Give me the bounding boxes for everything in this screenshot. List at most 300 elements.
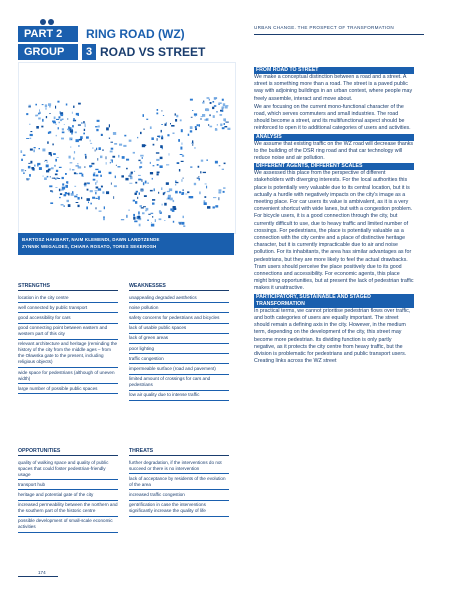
building-footprint bbox=[90, 140, 91, 142]
building-footprint bbox=[143, 114, 145, 117]
building-footprint bbox=[192, 140, 193, 143]
building-footprint bbox=[224, 126, 227, 127]
building-footprint bbox=[62, 132, 65, 134]
building-footprint bbox=[96, 129, 98, 131]
building-footprint bbox=[179, 222, 180, 224]
swot-item: lack of green areas bbox=[129, 334, 229, 344]
building-footprint bbox=[159, 136, 161, 138]
building-footprint bbox=[224, 163, 226, 165]
building-footprint bbox=[72, 125, 74, 127]
building-footprint bbox=[34, 165, 35, 167]
building-footprint bbox=[138, 215, 140, 216]
building-footprint bbox=[111, 160, 113, 161]
building-footprint bbox=[129, 210, 130, 211]
building-footprint bbox=[72, 112, 73, 114]
building-footprint bbox=[63, 206, 65, 207]
building-footprint bbox=[148, 214, 150, 215]
building-footprint bbox=[95, 175, 98, 177]
building-footprint bbox=[26, 138, 29, 139]
building-footprint bbox=[44, 177, 47, 180]
building-footprint bbox=[115, 176, 116, 179]
building-footprint bbox=[49, 131, 51, 133]
building-footprint bbox=[183, 226, 185, 227]
swot-weaknesses bbox=[129, 283, 229, 401]
building-footprint bbox=[60, 114, 63, 116]
building-footprint bbox=[98, 171, 101, 173]
building-footprint bbox=[207, 98, 210, 99]
building-footprint bbox=[213, 115, 215, 118]
building-footprint bbox=[152, 199, 155, 201]
building-footprint bbox=[219, 189, 222, 191]
building-footprint bbox=[189, 196, 192, 198]
building-footprint bbox=[146, 119, 148, 120]
building-footprint bbox=[110, 151, 113, 153]
building-footprint bbox=[82, 174, 84, 177]
building-footprint bbox=[68, 204, 71, 207]
building-footprint bbox=[226, 122, 229, 123]
building-footprint bbox=[74, 196, 77, 198]
building-footprint bbox=[37, 115, 38, 117]
swot-item: large number of possible public spaces bbox=[18, 384, 118, 394]
body-text-column bbox=[254, 66, 414, 366]
building-footprint bbox=[150, 190, 153, 192]
building-footprint bbox=[60, 119, 62, 121]
building-footprint bbox=[141, 190, 144, 191]
building-footprint bbox=[74, 151, 75, 153]
building-footprint bbox=[197, 124, 199, 126]
building-footprint bbox=[102, 191, 104, 193]
building-footprint bbox=[87, 189, 89, 191]
building-footprint bbox=[64, 195, 67, 197]
building-footprint bbox=[157, 173, 159, 175]
building-footprint bbox=[56, 170, 58, 172]
group-label: GROUP bbox=[18, 44, 78, 60]
building-footprint bbox=[207, 206, 210, 209]
building-footprint bbox=[71, 132, 72, 134]
building-footprint bbox=[171, 125, 174, 127]
building-footprint bbox=[98, 197, 100, 200]
building-footprint bbox=[59, 167, 62, 168]
building-footprint bbox=[76, 139, 79, 142]
building-footprint bbox=[195, 128, 197, 130]
building-footprint bbox=[176, 115, 178, 118]
building-footprint bbox=[142, 179, 143, 182]
building-footprint bbox=[84, 183, 86, 185]
building-footprint bbox=[181, 179, 182, 182]
swot-strengths bbox=[18, 283, 118, 394]
building-footprint bbox=[222, 127, 225, 129]
building-footprint bbox=[151, 224, 154, 227]
building-footprint bbox=[45, 104, 47, 107]
building-footprint bbox=[153, 144, 155, 146]
building-footprint bbox=[101, 135, 103, 136]
building-footprint bbox=[111, 183, 112, 185]
building-footprint bbox=[125, 178, 128, 181]
building-footprint bbox=[209, 99, 210, 101]
building-footprint bbox=[21, 159, 23, 161]
building-footprint bbox=[180, 147, 182, 150]
building-footprint bbox=[181, 129, 183, 132]
building-footprint bbox=[216, 111, 218, 112]
building-footprint bbox=[151, 137, 154, 140]
building-footprint bbox=[162, 136, 163, 138]
building-footprint bbox=[66, 104, 68, 106]
building-footprint bbox=[131, 172, 133, 174]
swot-item: well connected by public transport bbox=[18, 303, 118, 313]
building-footprint bbox=[134, 221, 137, 223]
building-footprint bbox=[133, 214, 135, 217]
building-footprint bbox=[126, 168, 128, 170]
building-footprint bbox=[60, 193, 62, 195]
building-footprint bbox=[33, 170, 35, 171]
building-footprint bbox=[76, 194, 78, 195]
building-footprint bbox=[137, 197, 138, 199]
building-footprint bbox=[55, 106, 56, 109]
building-footprint bbox=[190, 167, 192, 168]
swot-item: increased traffic congestion bbox=[129, 490, 229, 500]
building-footprint bbox=[43, 176, 44, 177]
building-footprint bbox=[128, 176, 131, 177]
building-footprint bbox=[72, 191, 73, 193]
swot-item: good connecting point between eastern and western part of this city bbox=[18, 324, 118, 340]
building-footprint bbox=[106, 162, 107, 165]
building-footprint bbox=[201, 160, 203, 162]
building-footprint bbox=[56, 119, 59, 120]
building-footprint bbox=[147, 220, 149, 222]
building-footprint bbox=[175, 119, 177, 122]
building-footprint bbox=[183, 192, 184, 194]
building-footprint bbox=[55, 124, 57, 125]
building-footprint bbox=[74, 172, 76, 174]
building-footprint bbox=[81, 122, 83, 124]
building-footprint bbox=[96, 148, 97, 151]
building-footprint bbox=[223, 103, 225, 106]
building-footprint bbox=[203, 101, 204, 102]
section-heading: DIFFERENT AGENTS, DIFFERENT SCALES bbox=[254, 163, 414, 170]
building-footprint bbox=[88, 202, 89, 204]
building-footprint bbox=[167, 198, 168, 199]
building-footprint bbox=[170, 123, 171, 124]
building-footprint bbox=[59, 122, 60, 124]
building-footprint bbox=[104, 206, 105, 209]
building-footprint bbox=[151, 222, 152, 223]
building-footprint bbox=[51, 167, 54, 169]
building-footprint bbox=[159, 218, 162, 220]
building-footprint bbox=[139, 224, 141, 227]
building-footprint bbox=[209, 114, 210, 116]
building-footprint bbox=[175, 184, 176, 185]
building-footprint bbox=[183, 216, 185, 218]
building-footprint bbox=[39, 148, 41, 149]
swot-item: wide space for pedestrians (although of uneven width) bbox=[18, 368, 118, 384]
building-footprint bbox=[142, 157, 143, 158]
running-head: URBAN CHANGE. THE PROSPECT OF TRANSFORMATION bbox=[254, 25, 394, 30]
building-footprint bbox=[65, 192, 67, 194]
building-footprint bbox=[219, 197, 220, 200]
building-footprint bbox=[111, 142, 114, 143]
building-footprint bbox=[57, 101, 59, 103]
building-footprint bbox=[227, 128, 230, 130]
building-footprint bbox=[190, 130, 192, 132]
building-footprint bbox=[192, 144, 193, 146]
swot-item: lack of usable public spaces bbox=[129, 324, 229, 334]
building-footprint bbox=[169, 188, 172, 191]
building-footprint bbox=[106, 127, 109, 130]
building-footprint bbox=[80, 136, 83, 139]
building-footprint bbox=[35, 104, 37, 106]
building-footprint bbox=[73, 118, 74, 121]
building-footprint bbox=[55, 178, 57, 179]
building-footprint bbox=[59, 116, 61, 118]
building-footprint bbox=[118, 155, 120, 158]
building-footprint bbox=[93, 174, 95, 177]
building-footprint bbox=[52, 178, 55, 179]
building-footprint bbox=[198, 176, 199, 177]
building-footprint bbox=[70, 168, 71, 170]
building-footprint bbox=[68, 193, 70, 196]
building-footprint bbox=[142, 212, 145, 214]
building-footprint bbox=[203, 172, 206, 173]
building-footprint bbox=[23, 155, 26, 156]
building-footprint bbox=[109, 138, 110, 139]
building-footprint bbox=[30, 149, 33, 151]
swot-item: location in the city centre bbox=[18, 293, 118, 303]
building-footprint bbox=[154, 188, 155, 191]
building-footprint bbox=[48, 103, 51, 106]
building-footprint bbox=[198, 166, 200, 168]
building-footprint bbox=[157, 172, 160, 174]
city-fabric-map bbox=[19, 63, 235, 233]
swot-item: gentrification in case the interventions significantly increase the quality of life bbox=[129, 501, 229, 517]
building-footprint bbox=[205, 184, 207, 185]
building-footprint bbox=[206, 186, 207, 189]
building-footprint bbox=[222, 109, 224, 112]
group-title: ROAD VS STREET bbox=[100, 45, 206, 59]
building-footprint bbox=[28, 163, 30, 164]
building-footprint bbox=[157, 164, 159, 166]
building-footprint bbox=[214, 105, 216, 107]
building-footprint bbox=[177, 163, 179, 164]
building-footprint bbox=[187, 191, 189, 193]
building-footprint bbox=[197, 178, 199, 179]
building-footprint bbox=[214, 97, 217, 98]
building-footprint bbox=[48, 168, 51, 169]
building-footprint bbox=[86, 207, 88, 210]
building-footprint bbox=[54, 165, 55, 167]
building-footprint bbox=[168, 215, 170, 218]
building-footprint bbox=[192, 110, 193, 111]
building-footprint bbox=[100, 156, 102, 159]
paragraph: We are focusing on the current mono-functional character of the road, which serves commuters and small industries. The road should become a street, and its multifunctional aspect should be reinforced to open it to additional categories of users and activities. bbox=[254, 103, 411, 132]
building-footprint bbox=[103, 218, 105, 221]
building-footprint bbox=[157, 109, 159, 111]
building-footprint bbox=[123, 145, 126, 147]
building-footprint bbox=[73, 158, 75, 160]
building-footprint bbox=[173, 200, 175, 202]
building-footprint bbox=[95, 150, 96, 152]
building-footprint bbox=[85, 154, 87, 156]
building-footprint bbox=[116, 165, 117, 166]
building-footprint bbox=[195, 126, 197, 128]
building-footprint bbox=[52, 144, 53, 146]
building-footprint bbox=[191, 117, 193, 118]
building-footprint bbox=[217, 124, 218, 125]
building-footprint bbox=[84, 129, 85, 131]
building-footprint bbox=[101, 186, 103, 188]
building-footprint bbox=[143, 129, 144, 130]
building-footprint bbox=[87, 198, 90, 201]
building-footprint bbox=[95, 169, 98, 170]
building-footprint bbox=[210, 126, 213, 128]
building-footprint bbox=[121, 175, 124, 177]
building-footprint bbox=[194, 183, 196, 185]
building-footprint bbox=[155, 219, 156, 222]
swot-heading: WEAKNESSES bbox=[129, 283, 229, 291]
building-footprint bbox=[162, 204, 163, 206]
building-footprint bbox=[144, 145, 146, 146]
building-footprint bbox=[145, 210, 147, 211]
building-footprint bbox=[69, 156, 71, 159]
swot-item: transport hub bbox=[18, 480, 118, 490]
city-map-image bbox=[18, 62, 236, 234]
building-footprint bbox=[190, 126, 193, 129]
building-footprint bbox=[156, 159, 159, 161]
building-footprint bbox=[33, 150, 35, 153]
building-footprint bbox=[204, 202, 207, 205]
building-footprint bbox=[163, 115, 164, 116]
building-footprint bbox=[112, 156, 115, 158]
building-footprint bbox=[165, 192, 166, 194]
building-footprint bbox=[45, 108, 46, 110]
building-footprint bbox=[98, 188, 101, 190]
swot-item: noise pollution bbox=[129, 303, 229, 313]
building-footprint bbox=[30, 131, 32, 132]
building-footprint bbox=[112, 160, 113, 162]
building-footprint bbox=[113, 196, 114, 199]
building-footprint bbox=[175, 182, 178, 183]
building-footprint bbox=[138, 211, 140, 214]
building-footprint bbox=[170, 198, 173, 201]
swot-threats bbox=[129, 448, 229, 517]
building-footprint bbox=[141, 207, 144, 208]
building-footprint bbox=[93, 148, 94, 149]
building-footprint bbox=[140, 162, 142, 164]
building-footprint bbox=[50, 176, 51, 177]
building-footprint bbox=[73, 106, 74, 108]
swot-item: possible development of small-scale economic activities bbox=[18, 517, 118, 533]
section-heading: PARTICIPATORY, SUSTAINABLE AND STAGED TRANSFORMATION bbox=[254, 294, 414, 308]
building-footprint bbox=[137, 216, 138, 219]
building-footprint bbox=[61, 204, 64, 206]
building-footprint bbox=[84, 167, 86, 168]
building-footprint bbox=[42, 149, 45, 152]
part-row bbox=[18, 26, 233, 42]
building-footprint bbox=[220, 124, 222, 127]
building-footprint bbox=[49, 152, 52, 155]
building-footprint bbox=[183, 178, 184, 179]
building-footprint bbox=[158, 192, 159, 194]
building-footprint bbox=[90, 143, 92, 144]
building-footprint bbox=[139, 168, 140, 169]
building-footprint bbox=[96, 198, 98, 199]
building-footprint bbox=[138, 179, 141, 181]
building-footprint bbox=[140, 155, 143, 157]
building-footprint bbox=[57, 157, 59, 158]
building-footprint bbox=[214, 99, 216, 100]
building-footprint bbox=[99, 147, 101, 150]
building-footprint bbox=[64, 124, 65, 125]
building-footprint bbox=[62, 187, 65, 190]
building-footprint bbox=[163, 193, 165, 196]
building-footprint bbox=[199, 124, 200, 127]
building-footprint bbox=[133, 200, 135, 202]
building-footprint bbox=[95, 192, 96, 194]
building-footprint bbox=[76, 173, 78, 174]
building-footprint bbox=[102, 150, 104, 151]
building-footprint bbox=[79, 139, 82, 141]
building-footprint bbox=[182, 143, 183, 145]
building-footprint bbox=[225, 106, 228, 109]
building-footprint bbox=[138, 175, 141, 176]
building-footprint bbox=[213, 206, 215, 208]
building-footprint bbox=[39, 109, 40, 111]
building-footprint bbox=[59, 197, 61, 198]
building-footprint bbox=[170, 208, 173, 210]
building-footprint bbox=[164, 220, 165, 221]
building-footprint bbox=[67, 119, 68, 120]
section-heading: FROM ROAD TO STREET bbox=[254, 67, 414, 74]
building-footprint bbox=[100, 175, 102, 177]
building-footprint bbox=[185, 194, 187, 195]
building-footprint bbox=[218, 102, 221, 104]
building-footprint bbox=[180, 154, 183, 155]
building-footprint bbox=[143, 182, 144, 185]
building-footprint bbox=[222, 169, 224, 170]
swot-item: good accessibility for cars bbox=[18, 313, 118, 323]
building-footprint bbox=[65, 173, 67, 175]
building-footprint bbox=[90, 203, 92, 205]
building-footprint bbox=[30, 134, 33, 136]
swot-item: increased permeability between the northern and the southern part of the historic centre bbox=[18, 501, 118, 517]
building-footprint bbox=[135, 201, 137, 204]
building-footprint bbox=[145, 181, 147, 184]
building-footprint bbox=[207, 159, 208, 161]
building-footprint bbox=[29, 124, 30, 125]
building-footprint bbox=[75, 132, 77, 134]
building-footprint bbox=[164, 203, 167, 206]
building-footprint bbox=[200, 119, 202, 120]
building-footprint bbox=[165, 124, 167, 126]
page-number: 174 bbox=[38, 570, 46, 575]
building-footprint bbox=[213, 197, 216, 198]
building-footprint bbox=[199, 178, 200, 181]
building-footprint bbox=[143, 206, 146, 207]
section-heading: ANALYSIS bbox=[254, 134, 414, 141]
building-footprint bbox=[85, 156, 87, 159]
building-footprint bbox=[202, 114, 205, 117]
building-footprint bbox=[161, 187, 162, 190]
building-footprint bbox=[65, 185, 68, 188]
building-footprint bbox=[29, 174, 31, 177]
building-footprint bbox=[114, 143, 117, 145]
building-footprint bbox=[76, 113, 79, 115]
building-footprint bbox=[106, 156, 107, 159]
building-footprint bbox=[45, 160, 47, 161]
building-footprint bbox=[215, 129, 218, 131]
building-footprint bbox=[42, 104, 44, 105]
building-footprint bbox=[47, 176, 49, 178]
swot-item: lack of acceptance by residents of the evolution of the area bbox=[129, 474, 229, 490]
